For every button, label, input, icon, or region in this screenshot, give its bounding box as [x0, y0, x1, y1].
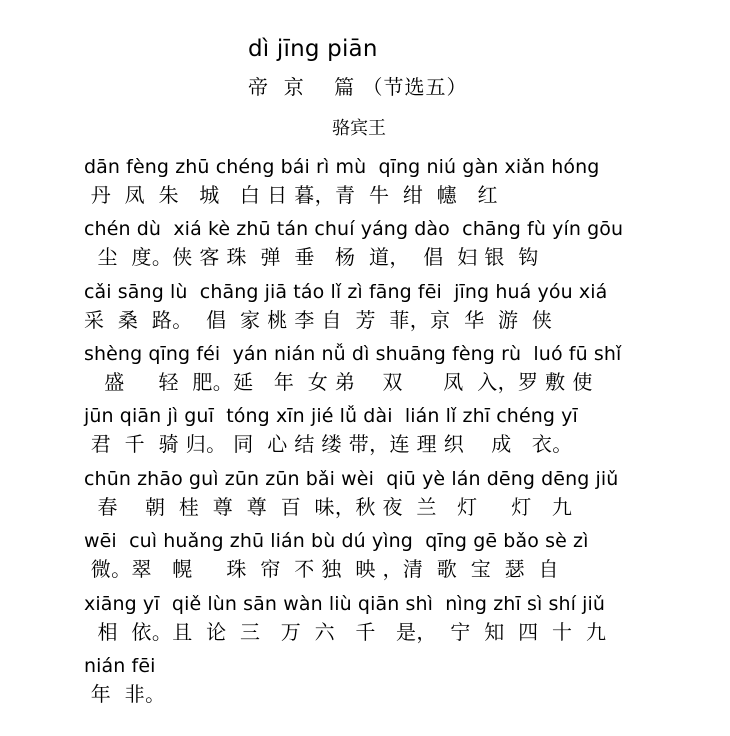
pinyin-line: dān fèng zhū chéng bái rì mù qīng niú gàn xiǎn hóng — [84, 156, 600, 178]
hanzi-line: 丹 凤 朱 城 白 日 暮，青 牛 绀 幰 红 — [84, 183, 498, 207]
poem-line — [84, 591, 704, 653]
hanzi-line: 盛 轻 肥。延 年 女 弟 双 凤 入，罗 敷 使 — [84, 370, 593, 394]
pinyin-line: jūn qiān jì guī tóng xīn jié lǚ dài lián lǐ zhī chéng yī — [84, 405, 578, 427]
poem-line — [84, 466, 704, 528]
pinyin-line: xiāng yī qiě lùn sān wàn liù qiān shì nìng zhī sì shí jiǔ — [84, 593, 606, 615]
poem-line — [84, 403, 704, 465]
poem-line — [84, 216, 704, 278]
hanzi-line: 尘 度。侠 客 珠 弹 垂 杨 道， 倡 妇 银 钩 — [84, 245, 539, 269]
hanzi-line: 微。翠 幌 珠 帘 不 独 映 ，清 歌 宝 瑟 自 — [84, 557, 559, 581]
pinyin-line: chūn zhāo guì zūn zūn bǎi wèi qiū yè lán dēng dēng jiǔ — [84, 468, 619, 490]
hanzi-line: 年 非。 — [84, 682, 166, 706]
poem-line — [84, 341, 704, 403]
pinyin-line: wēi cuì huǎng zhū lián bù dú yìng qīng gē bǎo sè zì — [84, 530, 589, 552]
hanzi-line: 相 依。且 论 三 万 六 千 是， 宁 知 四 十 九 — [84, 620, 607, 644]
pinyin-line: nián fēi — [84, 655, 156, 677]
poem-line — [84, 528, 704, 590]
poem-title: 帝 京 篇 （节选五） — [248, 75, 468, 99]
hanzi-line: 君 千 骑 归。 同 心 结 缕 带，连 理 织 成 衣。 — [84, 432, 573, 456]
hanzi-line: 春 朝 桂 尊 尊 百 味，秋 夜 兰 灯 灯 九 — [84, 495, 573, 519]
hanzi-line: 采 桑 路。 倡 家 桃 李 自 芳 菲，京 华 游 侠 — [84, 308, 553, 332]
author-name: 骆宾王 — [332, 118, 386, 139]
title-pinyin: dì jīng piān — [248, 36, 378, 62]
poem-line — [84, 154, 704, 216]
pinyin-line: shèng qīng féi yán nián nǚ dì shuāng fèng rù luó fū shǐ — [84, 343, 622, 365]
poem-line — [84, 653, 704, 715]
poem-line — [84, 279, 704, 341]
pinyin-line: chén dù xiá kè zhū tán chuí yáng dào chāng fù yín gōu — [84, 218, 624, 240]
pinyin-line: cǎi sāng lù chāng jiā táo lǐ zì fāng fēi jīng huá yóu xiá — [84, 281, 608, 303]
